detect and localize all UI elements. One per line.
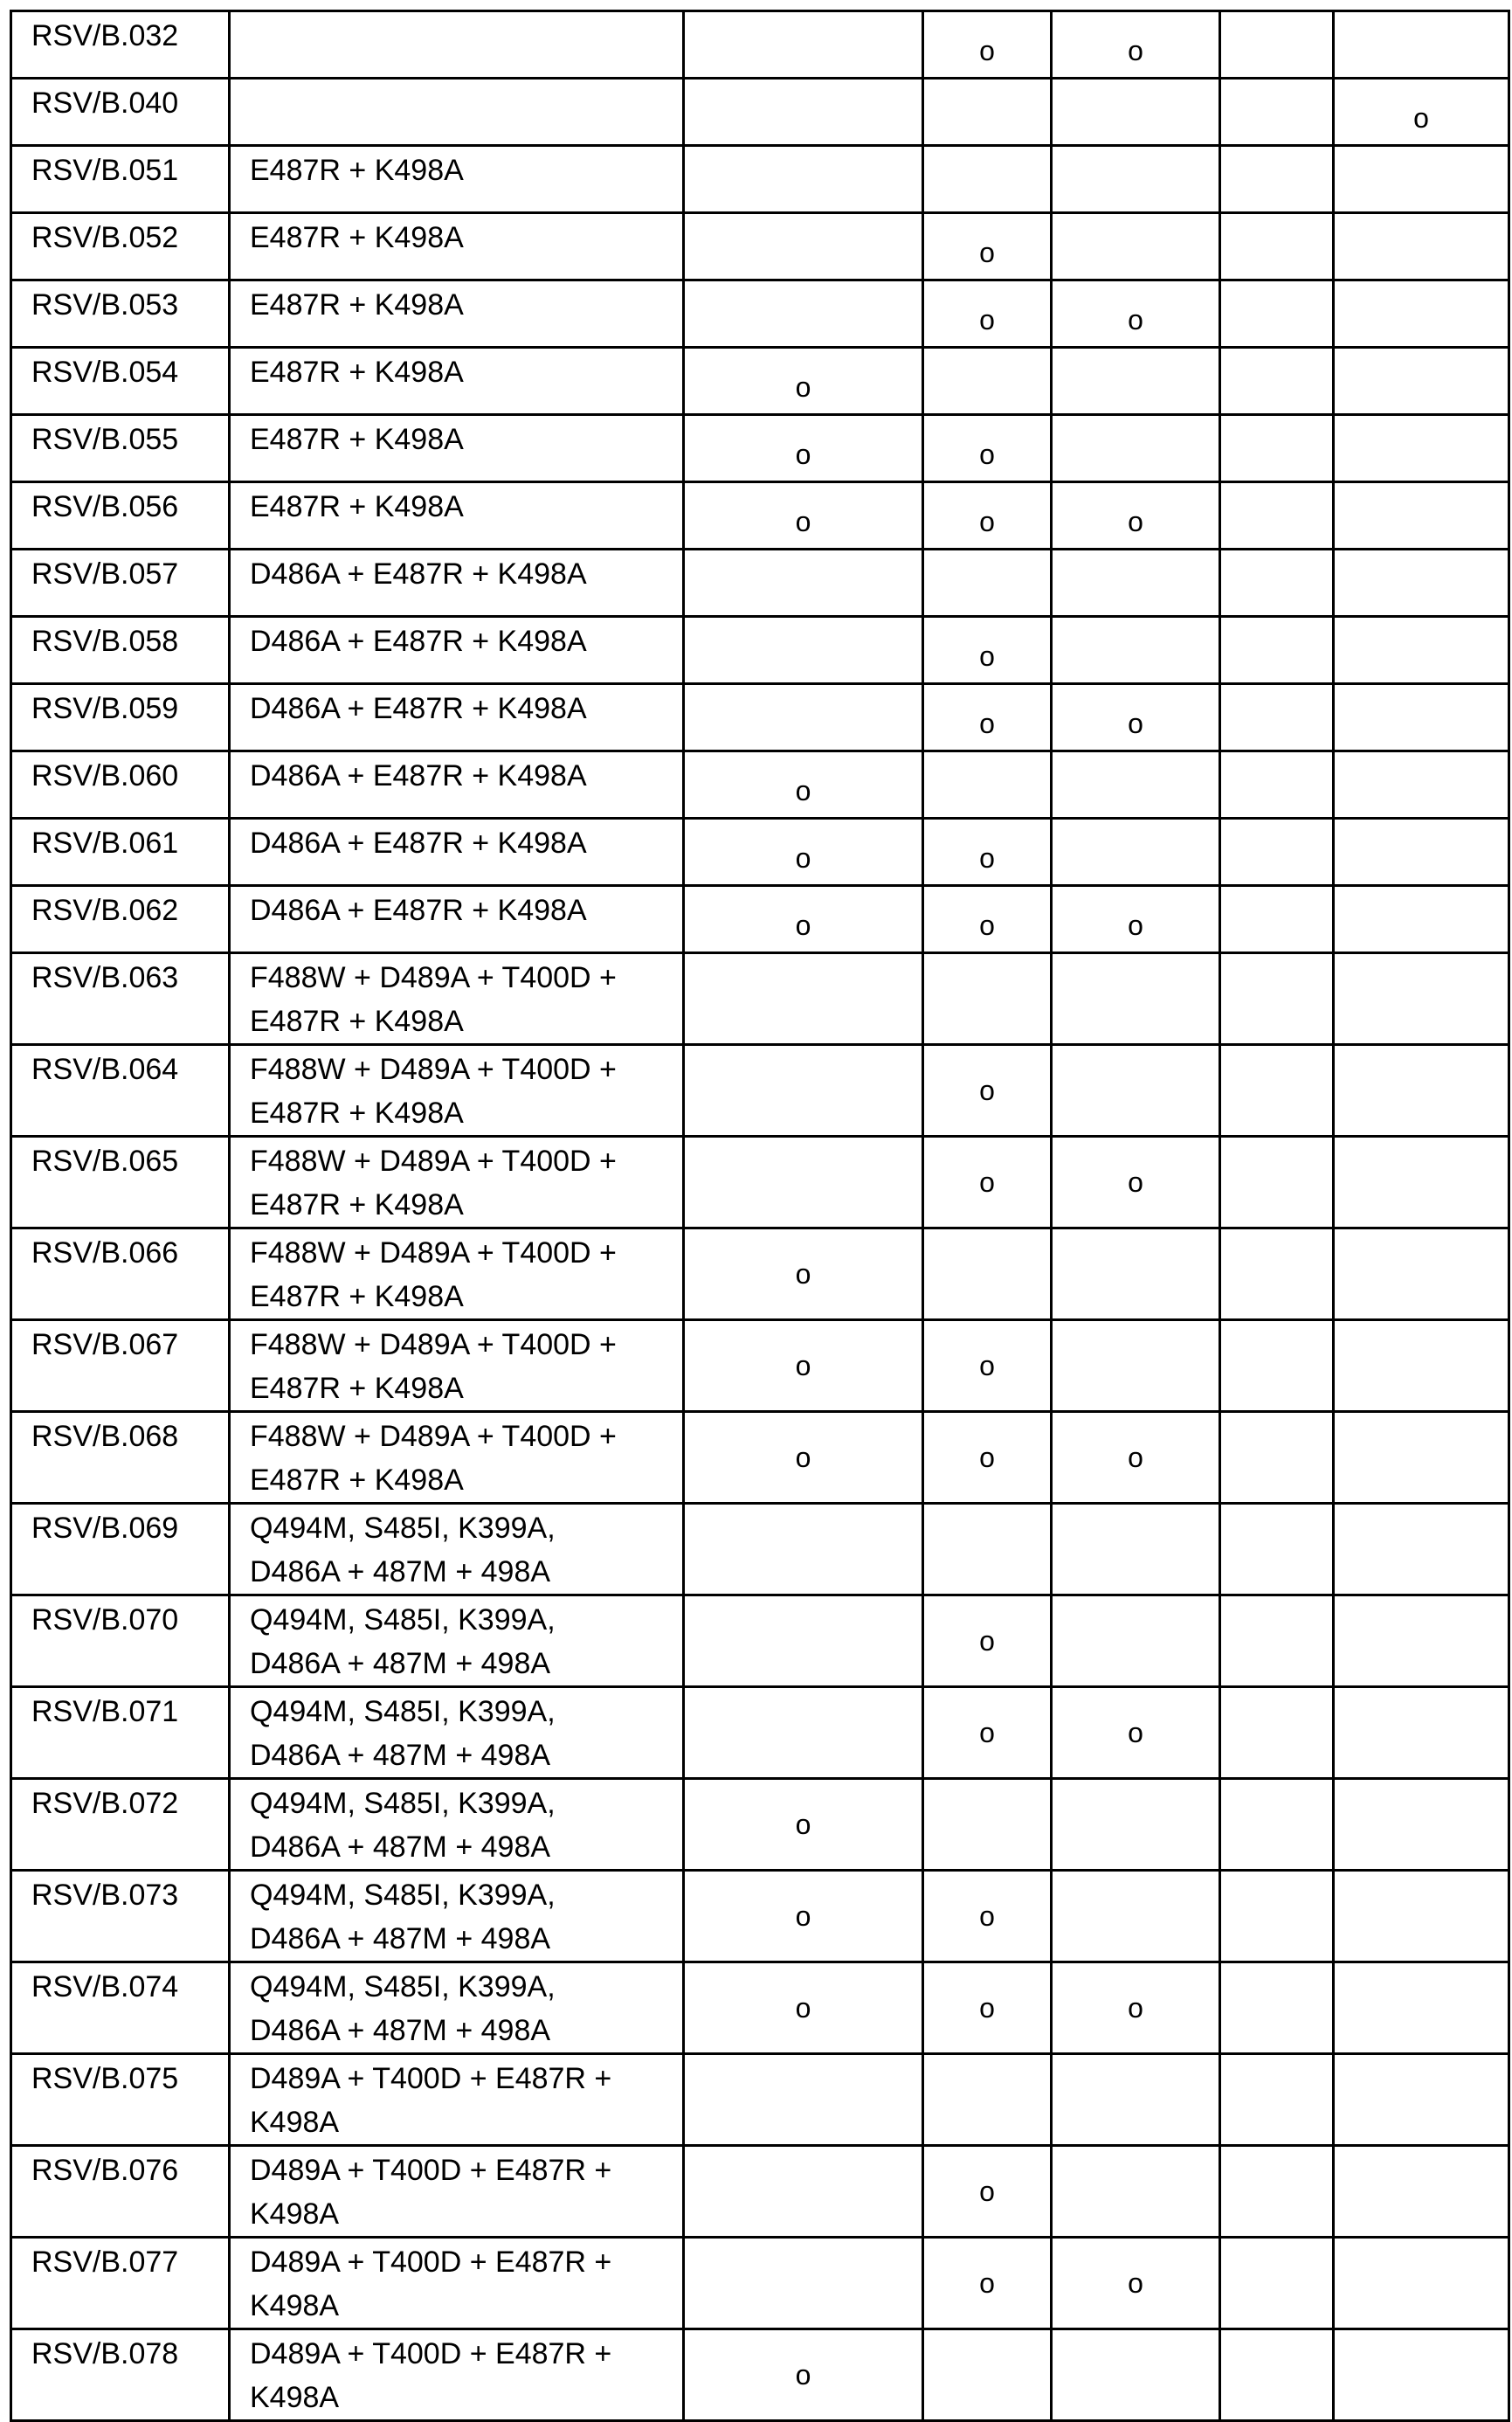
mutations (230, 953, 684, 1045)
mark-cell (684, 2146, 923, 2238)
table-row (11, 1045, 1509, 1137)
mutation-line: Q494M, S485I, K399A, (250, 1603, 556, 1637)
mutation-line: D486A + 487M + 498A (250, 1739, 550, 1772)
mark-cell (1220, 1504, 1334, 1595)
table-row (11, 1779, 1509, 1871)
construct-id: RSV/B.058 (11, 617, 230, 684)
mark-cell: o (923, 1595, 1052, 1687)
mutations (230, 819, 684, 886)
mutation-line: K498A (250, 2197, 339, 2231)
mark-cell (1334, 280, 1509, 348)
table-row (11, 1137, 1509, 1228)
mutations (230, 1779, 684, 1871)
mutations (230, 2146, 684, 2238)
mark-cell (1334, 2238, 1509, 2329)
mutation-line: D489A + T400D + E487R + (250, 2154, 611, 2187)
mark-cell (1334, 1962, 1509, 2054)
mark-cell: o (923, 1962, 1052, 2054)
mark-cell: o (1334, 79, 1509, 146)
table-row (11, 1595, 1509, 1687)
mutations (230, 886, 684, 953)
mark-cell (1220, 2054, 1334, 2146)
construct-id: RSV/B.066 (11, 1228, 230, 1320)
mark-cell (1220, 1320, 1334, 1412)
table-row (11, 1320, 1509, 1412)
mark-cell (1052, 1871, 1220, 1962)
mark-cell (1220, 550, 1334, 617)
mark-cell (684, 1137, 923, 1228)
mark-cell (1220, 2329, 1334, 2421)
mutation-line: F488W + D489A + T400D + (250, 1145, 617, 1178)
mark-cell (1052, 1595, 1220, 1687)
table-row (11, 1962, 1509, 2054)
mark-cell: o (923, 213, 1052, 280)
mutation-line: E487R + K498A (250, 1097, 464, 1130)
mark-cell (1334, 751, 1509, 819)
mark-cell (1220, 1412, 1334, 1504)
mark-cell (1334, 1045, 1509, 1137)
construct-id: RSV/B.073 (11, 1871, 230, 1962)
table-row (11, 617, 1509, 684)
mark-cell (1220, 1045, 1334, 1137)
table-row (11, 1228, 1509, 1320)
mark-cell (1334, 886, 1509, 953)
mutations (230, 751, 684, 819)
mark-cell (684, 1595, 923, 1687)
mutation-line: D489A + T400D + E487R + (250, 2337, 611, 2370)
table-row (11, 751, 1509, 819)
table-row (11, 2329, 1509, 2421)
mark-cell (923, 146, 1052, 213)
mark-cell (1334, 2329, 1509, 2421)
mark-cell: o (1052, 1137, 1220, 1228)
mark-cell (1220, 280, 1334, 348)
construct-id: RSV/B.074 (11, 1962, 230, 2054)
construct-id: RSV/B.069 (11, 1504, 230, 1595)
construct-table (10, 10, 1510, 2422)
mark-cell (1334, 617, 1509, 684)
table-row (11, 79, 1509, 146)
mark-cell (1220, 617, 1334, 684)
construct-id: RSV/B.076 (11, 2146, 230, 2238)
mutation-line: F488W + D489A + T400D + (250, 1236, 617, 1270)
mark-cell (1334, 1871, 1509, 1962)
mark-cell (684, 1504, 923, 1595)
mark-cell (923, 953, 1052, 1045)
construct-id: RSV/B.053 (11, 280, 230, 348)
mark-cell (1220, 886, 1334, 953)
construct-id: RSV/B.077 (11, 2238, 230, 2329)
mutation-line: E487R + K498A (250, 1188, 464, 1221)
mutations (230, 1045, 684, 1137)
mark-cell (684, 617, 923, 684)
mutation-line: D486A + E487R + K498A (250, 894, 587, 927)
mutations (230, 482, 684, 550)
mark-cell (684, 684, 923, 751)
mutations (230, 1595, 684, 1687)
mark-cell (1220, 11, 1334, 79)
table-row (11, 953, 1509, 1045)
construct-id: RSV/B.068 (11, 1412, 230, 1504)
construct-id: RSV/B.065 (11, 1137, 230, 1228)
mark-cell (1334, 684, 1509, 751)
mutation-line: Q494M, S485I, K399A, (250, 1970, 556, 2003)
mark-cell (1334, 2054, 1509, 2146)
mutations (230, 1687, 684, 1779)
mutation-line: F488W + D489A + T400D + (250, 1328, 617, 1361)
mark-cell: o (923, 1871, 1052, 1962)
mark-cell (1220, 1687, 1334, 1779)
mark-cell: o (684, 886, 923, 953)
mutation-line: K498A (250, 2289, 339, 2322)
construct-id: RSV/B.078 (11, 2329, 230, 2421)
table-row (11, 348, 1509, 415)
mark-cell (1334, 1687, 1509, 1779)
mark-cell (1052, 1320, 1220, 1412)
mark-cell (684, 1045, 923, 1137)
mark-cell (1334, 1137, 1509, 1228)
mutation-line: E487R + K498A (250, 1464, 464, 1497)
mutations (230, 1504, 684, 1595)
mark-cell (1220, 684, 1334, 751)
mark-cell (1334, 11, 1509, 79)
mutation-line: F488W + D489A + T400D + (250, 961, 617, 994)
mark-cell (1220, 146, 1334, 213)
mark-cell: o (923, 2146, 1052, 2238)
construct-id: RSV/B.032 (11, 11, 230, 79)
table-row (11, 280, 1509, 348)
mutations (230, 415, 684, 482)
mutations (230, 1228, 684, 1320)
mark-cell (923, 1228, 1052, 1320)
mark-cell: o (923, 280, 1052, 348)
mark-cell: o (923, 11, 1052, 79)
mark-cell: o (923, 2238, 1052, 2329)
mutation-line: D486A + 487M + 498A (250, 1830, 550, 1864)
mark-cell: o (923, 1687, 1052, 1779)
mutation-line: E487R + K498A (250, 288, 464, 322)
mutations (230, 213, 684, 280)
table-row (11, 886, 1509, 953)
mutation-line: D486A + E487R + K498A (250, 759, 587, 792)
mark-cell (1052, 819, 1220, 886)
mark-cell: o (684, 1871, 923, 1962)
mutation-line: D489A + T400D + E487R + (250, 2062, 611, 2095)
mark-cell (923, 348, 1052, 415)
table-row (11, 684, 1509, 751)
table-row (11, 482, 1509, 550)
mutation-line: K498A (250, 2106, 339, 2139)
mutation-line: D486A + 487M + 498A (250, 2014, 550, 2047)
mark-cell (1220, 751, 1334, 819)
mutation-line: F488W + D489A + T400D + (250, 1053, 617, 1086)
construct-id: RSV/B.067 (11, 1320, 230, 1412)
construct-id: RSV/B.059 (11, 684, 230, 751)
table-row (11, 2054, 1509, 2146)
mutations (230, 1962, 684, 2054)
mark-cell (1220, 1137, 1334, 1228)
mutation-line: Q494M, S485I, K399A, (250, 1879, 556, 1912)
mutation-line: D486A + 487M + 498A (250, 1922, 550, 1955)
mark-cell (923, 751, 1052, 819)
mark-cell (684, 550, 923, 617)
construct-id: RSV/B.072 (11, 1779, 230, 1871)
construct-id: RSV/B.054 (11, 348, 230, 415)
mutations (230, 11, 684, 79)
mark-cell: o (923, 684, 1052, 751)
mark-cell (1220, 2238, 1334, 2329)
mutations (230, 1137, 684, 1228)
mark-cell (1052, 2146, 1220, 2238)
mark-cell: o (684, 2329, 923, 2421)
construct-id: RSV/B.071 (11, 1687, 230, 1779)
mutation-line: E487R + K498A (250, 1280, 464, 1313)
mark-cell (1052, 79, 1220, 146)
mark-cell (1052, 146, 1220, 213)
mutations (230, 684, 684, 751)
mark-cell (1220, 1962, 1334, 2054)
mark-cell (1052, 1045, 1220, 1137)
table-row (11, 1871, 1509, 1962)
mark-cell (1334, 2146, 1509, 2238)
mark-cell: o (1052, 280, 1220, 348)
construct-id: RSV/B.057 (11, 550, 230, 617)
construct-id: RSV/B.051 (11, 146, 230, 213)
mark-cell (923, 1504, 1052, 1595)
mark-cell: o (1052, 482, 1220, 550)
mark-cell: o (684, 1412, 923, 1504)
mark-cell: o (923, 617, 1052, 684)
mark-cell: o (923, 1137, 1052, 1228)
mark-cell (1220, 953, 1334, 1045)
mark-cell (923, 2329, 1052, 2421)
mutation-line: D486A + E487R + K498A (250, 557, 587, 591)
mark-cell (1334, 482, 1509, 550)
mutation-line: F488W + D489A + T400D + (250, 1420, 617, 1453)
construct-id: RSV/B.052 (11, 213, 230, 280)
mark-cell (1052, 1504, 1220, 1595)
mark-cell: o (684, 415, 923, 482)
construct-id: RSV/B.060 (11, 751, 230, 819)
mutation-line: E487R + K498A (250, 423, 464, 456)
mark-cell: o (923, 819, 1052, 886)
mark-cell (1334, 213, 1509, 280)
mark-cell: o (684, 1962, 923, 2054)
mark-cell (923, 2054, 1052, 2146)
table-row (11, 11, 1509, 79)
construct-id: RSV/B.062 (11, 886, 230, 953)
mark-cell (684, 213, 923, 280)
mark-cell (1334, 819, 1509, 886)
mark-cell (923, 79, 1052, 146)
table-row (11, 1687, 1509, 1779)
mark-cell: o (923, 1412, 1052, 1504)
mark-cell (923, 1779, 1052, 1871)
construct-id: RSV/B.055 (11, 415, 230, 482)
construct-id: RSV/B.070 (11, 1595, 230, 1687)
mutations (230, 2329, 684, 2421)
mutation-line: Q494M, S485I, K399A, (250, 1787, 556, 1820)
mark-cell (684, 2238, 923, 2329)
table-row (11, 819, 1509, 886)
mutations (230, 2238, 684, 2329)
mark-cell (1220, 213, 1334, 280)
mark-cell (1334, 348, 1509, 415)
mutation-line: D486A + E487R + K498A (250, 827, 587, 860)
table-row (11, 2146, 1509, 2238)
mark-cell (1334, 1504, 1509, 1595)
mark-cell (1220, 1779, 1334, 1871)
construct-id: RSV/B.075 (11, 2054, 230, 2146)
mark-cell (684, 953, 923, 1045)
mark-cell (1052, 415, 1220, 482)
mutations (230, 1320, 684, 1412)
table-row (11, 550, 1509, 617)
mutation-line: E487R + K498A (250, 356, 464, 389)
mark-cell: o (923, 482, 1052, 550)
mark-cell (684, 146, 923, 213)
mark-cell (1052, 1779, 1220, 1871)
mark-cell (1220, 415, 1334, 482)
mark-cell: o (1052, 11, 1220, 79)
table-row (11, 146, 1509, 213)
mutation-line: Q494M, S485I, K399A, (250, 1512, 556, 1545)
mutation-line: Q494M, S485I, K399A, (250, 1695, 556, 1728)
mutation-line: D486A + E487R + K498A (250, 692, 587, 725)
mutations (230, 617, 684, 684)
mutations (230, 280, 684, 348)
construct-id: RSV/B.063 (11, 953, 230, 1045)
mark-cell: o (1052, 1962, 1220, 2054)
mark-cell (1334, 415, 1509, 482)
mark-cell (684, 1687, 923, 1779)
mutations (230, 550, 684, 617)
mark-cell (1334, 146, 1509, 213)
mutation-line: E487R + K498A (250, 221, 464, 254)
mark-cell (1220, 1871, 1334, 1962)
mark-cell: o (1052, 2238, 1220, 2329)
mark-cell (684, 2054, 923, 2146)
mark-cell (1220, 1228, 1334, 1320)
mark-cell (1334, 1779, 1509, 1871)
mark-cell (684, 11, 923, 79)
mark-cell: o (684, 1779, 923, 1871)
table-row (11, 213, 1509, 280)
mutations (230, 146, 684, 213)
mutation-line: E487R + K498A (250, 154, 464, 187)
mutations (230, 79, 684, 146)
mutation-line: D486A + 487M + 498A (250, 1555, 550, 1588)
mutation-line: D486A + 487M + 498A (250, 1647, 550, 1680)
mark-cell (1052, 751, 1220, 819)
mark-cell (684, 79, 923, 146)
mutation-line: E487R + K498A (250, 1005, 464, 1038)
construct-id: RSV/B.040 (11, 79, 230, 146)
mutations (230, 2054, 684, 2146)
mutation-line: D486A + E487R + K498A (250, 625, 587, 658)
mark-cell (1052, 1228, 1220, 1320)
mark-cell: o (1052, 886, 1220, 953)
construct-id: RSV/B.061 (11, 819, 230, 886)
mark-cell (1052, 617, 1220, 684)
mark-cell: o (1052, 1687, 1220, 1779)
mark-cell (1220, 79, 1334, 146)
mark-cell: o (923, 1045, 1052, 1137)
construct-id: RSV/B.064 (11, 1045, 230, 1137)
mark-cell: o (923, 1320, 1052, 1412)
mark-cell: o (1052, 684, 1220, 751)
mark-cell (1052, 213, 1220, 280)
mark-cell (1052, 348, 1220, 415)
mark-cell (1334, 953, 1509, 1045)
mark-cell (1052, 2054, 1220, 2146)
mark-cell (1334, 550, 1509, 617)
mark-cell: o (684, 482, 923, 550)
mark-cell (1334, 1228, 1509, 1320)
mutations (230, 348, 684, 415)
mutation-line: D489A + T400D + E487R + (250, 2246, 611, 2279)
mark-cell (1052, 550, 1220, 617)
construct-id: RSV/B.056 (11, 482, 230, 550)
mark-cell (1220, 482, 1334, 550)
mutations (230, 1412, 684, 1504)
mark-cell (1052, 953, 1220, 1045)
mark-cell (1334, 1595, 1509, 1687)
mark-cell (684, 280, 923, 348)
mutation-line: E487R + K498A (250, 1372, 464, 1405)
table-row (11, 415, 1509, 482)
mutation-line: E487R + K498A (250, 490, 464, 523)
mark-cell (1220, 819, 1334, 886)
mark-cell: o (684, 819, 923, 886)
mark-cell: o (923, 415, 1052, 482)
table-row (11, 2238, 1509, 2329)
mark-cell (923, 550, 1052, 617)
mark-cell: o (923, 886, 1052, 953)
mark-cell (1334, 1412, 1509, 1504)
mark-cell: o (684, 1320, 923, 1412)
table-row (11, 1412, 1509, 1504)
mark-cell (1220, 1595, 1334, 1687)
mutation-line: K498A (250, 2381, 339, 2414)
mark-cell: o (684, 751, 923, 819)
mark-cell (1220, 348, 1334, 415)
mutations (230, 1871, 684, 1962)
mark-cell (1334, 1320, 1509, 1412)
mark-cell (1052, 2329, 1220, 2421)
mark-cell: o (684, 348, 923, 415)
mark-cell: o (1052, 1412, 1220, 1504)
table-row (11, 1504, 1509, 1595)
mark-cell: o (684, 1228, 923, 1320)
mark-cell (1220, 2146, 1334, 2238)
